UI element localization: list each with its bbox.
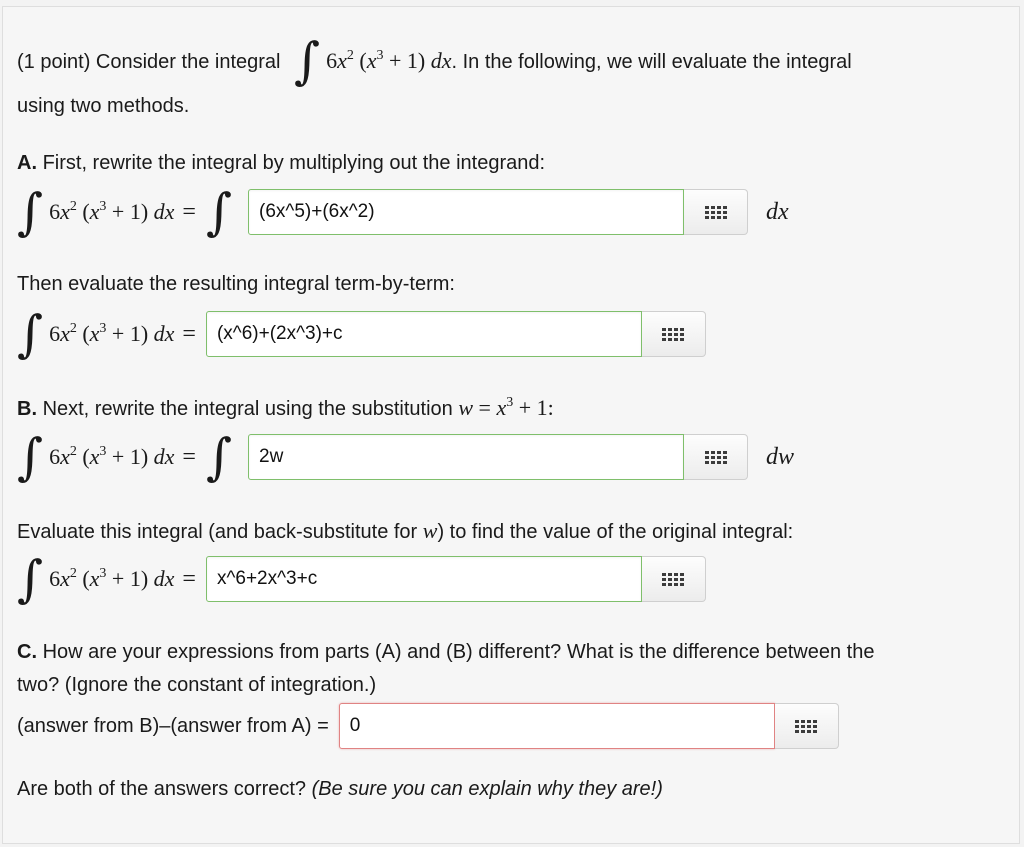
part-b-label: B.	[17, 398, 37, 420]
final-question: Are both of the answers correct? (Be sure you can explain why they are!)	[17, 778, 663, 800]
part-b-row2: ∫ $6x^2$ $(x^3 + 1)$ dx = x^6+2x^3+c	[17, 554, 706, 604]
equation-editor-button[interactable]	[684, 434, 748, 480]
intro-integral: ∫ $6x^2$ $(x^3 + 1)$ dx	[294, 32, 452, 90]
intro-line-2: using two methods.	[17, 95, 190, 117]
equation-editor-button[interactable]	[775, 703, 839, 749]
part-b-row1: ∫ $6x^2$ $(x^3 + 1)$ dx = ∫ 2w dw	[17, 428, 795, 486]
part-c-row	[17, 701, 839, 751]
answer-field-b2[interactable]: x^6+2x^3+c	[206, 556, 642, 602]
intro-prefix: (1 point) Consider the integral	[17, 51, 281, 73]
part-b-instruction: B. Next, rewrite the integral using the substitution $w = x^3 + 1$:	[17, 395, 554, 420]
part-a-row2: ∫ $6x^2$ $(x^3 + 1)$ dx = (x^6)+(2x^3)+c	[17, 309, 706, 359]
integral-sign: ∫	[205, 183, 233, 241]
difference-label: (answer from B)–(answer from A) =	[17, 714, 329, 737]
integral-sign: ∫	[205, 428, 233, 486]
answer-field-a1[interactable]: (6x^5)+(6x^2)	[248, 189, 684, 235]
keypad-icon	[795, 720, 817, 733]
integral-expression: ∫ $6x^2$ $(x^3 + 1)$ dx	[17, 305, 175, 363]
part-c-label: C.	[17, 641, 37, 663]
part-a-instruction: A. First, rewrite the integral by multiplying out the integrand:	[17, 152, 546, 174]
answer-field-a2[interactable]: (x^6)+(2x^3)+c	[206, 311, 642, 357]
part-a-row1: ∫ $6x^2$ $(x^3 + 1)$ dx = ∫ (6x^5)+(6x^2) dx	[17, 183, 789, 241]
intro-suffix: . In the following, we will evaluate the integral	[451, 51, 852, 73]
part-c-instruction-2: two? (Ignore the constant of integration.)	[17, 674, 377, 696]
answer-field-c[interactable]: 0	[339, 703, 775, 749]
part-c-instruction: C. How are your expressions from parts (A) and (B) different? What is the difference between the	[17, 641, 875, 663]
answer-field-b1[interactable]: 2w	[248, 434, 684, 480]
keypad-icon	[705, 206, 727, 219]
equation-editor-button[interactable]	[642, 311, 706, 357]
part-a-label: A.	[17, 152, 37, 174]
substitution-expression: $w = x^3 + 1$:	[458, 395, 554, 420]
problem-panel	[2, 6, 1020, 844]
integral-expression: ∫ $6x^2$ $(x^3 + 1)$ dx	[17, 428, 175, 486]
dx-label: dx	[766, 198, 789, 225]
keypad-icon	[662, 328, 684, 341]
equation-editor-button[interactable]	[642, 556, 706, 602]
keypad-icon	[662, 573, 684, 586]
equation-editor-button[interactable]	[684, 189, 748, 235]
integral-sign: ∫	[294, 32, 321, 90]
part-b-instruction-2: Evaluate this integral (and back-substitute for w) to find the value of the original integral:	[17, 518, 794, 543]
keypad-icon	[705, 451, 727, 464]
intro-line	[17, 32, 852, 90]
integral-expression: ∫ $6x^2$ $(x^3 + 1)$ dx	[17, 183, 175, 241]
dw-label: dw	[766, 443, 795, 470]
part-a-instruction-2: Then evaluate the resulting integral term-by-term:	[17, 273, 455, 295]
integral-expression: ∫ $6x^2$ $(x^3 + 1)$ dx	[17, 550, 175, 608]
